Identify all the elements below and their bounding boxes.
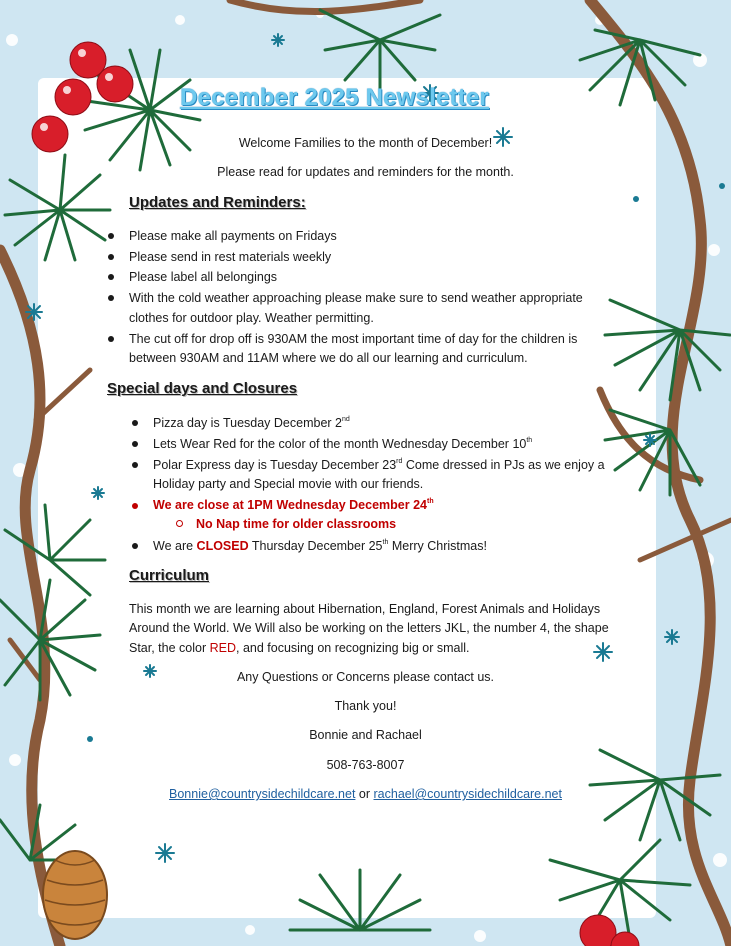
update-item-weather: With the cold weather approaching please make sure to send weather appropriate [129,291,583,305]
bullet [108,274,114,280]
sub-bullet [176,520,183,527]
no-nap-item: No Nap time for older classrooms [196,517,397,531]
phone-number: 508-763-8007 [326,758,405,772]
wear-red-item: Lets Wear Red for the color of the month Wednesday December 10th [153,437,533,451]
bullet [108,233,114,239]
update-item-dropoff: The cut off for drop off is 930AM the most important time of day for the children is [129,332,578,346]
update-item-dropoff-cont: between 930AM and 11AM where we do all our learning and curriculum. [129,351,528,365]
bullet [132,543,138,549]
update-item-weather-cont: clothes for outdoor play. Weather permitting. [129,311,374,325]
curriculum-line-3: Star, the color RED, and focusing on recognizing big or small. [129,641,470,655]
signature-names: Bonnie and Rachael [309,728,422,742]
update-item-payments: Please make all payments on Fridays [129,229,337,243]
read-updates-text: Please read for updates and reminders for the month. [217,165,514,179]
rachael-email-link[interactable]: rachael@countrysidechildcare.net [373,787,562,801]
polar-express-item: Polar Express day is Tuesday December 23rd Come dressed in PJs as we enjoy a [153,458,605,472]
welcome-text: Welcome Families to the month of December! [238,136,493,150]
bullet [132,441,138,447]
update-item-rest-materials: Please send in rest materials weekly [129,250,332,264]
bonnie-email-link[interactable]: Bonnie@countrysidechildcare.net [169,787,356,801]
curriculum-line-1: This month we are learning about Hibernation, England, Forest Animals and Holidays [129,602,601,616]
bullet [108,254,114,260]
special-days-heading: Special days and Closures [107,380,298,397]
update-item-label: Please label all belongings [129,270,278,284]
curriculum-line-2: Around the World. We Will also be working on the letters JKL, the number 4, the shape [129,621,609,635]
christmas-closed-item: We are CLOSED Thursday December 25th Merry Christmas! [153,539,487,553]
bullet [132,462,138,468]
newsletter-title: December 2025 Newsletter [180,84,489,111]
contact-emails: Bonnie@countrysidechildcare.net or rachael@countrysidechildcare.net [169,787,562,801]
pizza-day-item: Pizza day is Tuesday December 2nd [153,416,350,430]
bullet [108,336,114,342]
bullet [132,503,138,509]
curriculum-heading: Curriculum [129,567,210,584]
bullet [132,420,138,426]
questions-text: Any Questions or Concerns please contact us. [236,670,495,684]
updates-heading: Updates and Reminders: [129,194,306,211]
polar-express-item-cont: Holiday party and Special movie with our friends. [153,477,424,491]
bullet [108,295,114,301]
early-close-item: We are close at 1PM Wednesday December 24th [153,498,434,512]
thank-you-text: Thank you! [334,699,397,713]
